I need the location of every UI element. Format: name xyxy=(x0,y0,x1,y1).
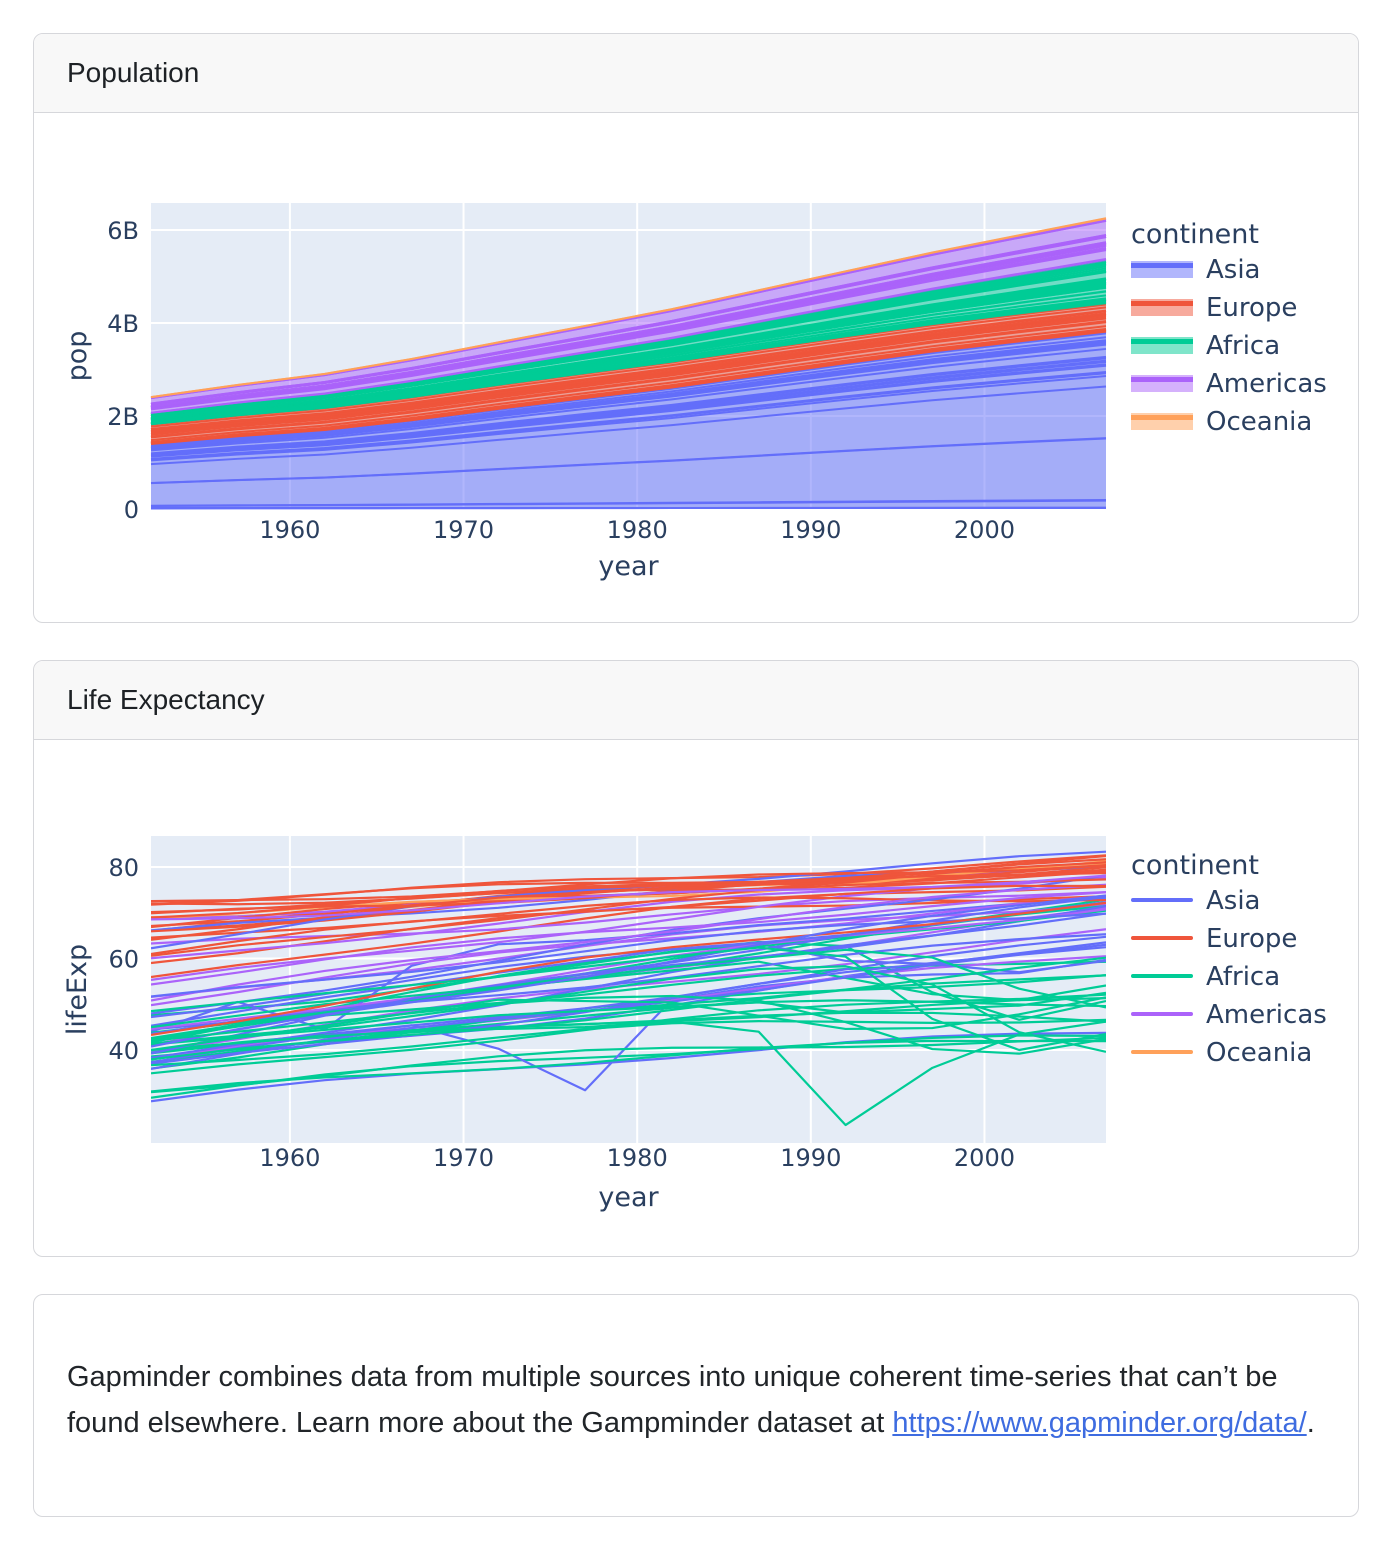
x-axis-title: year xyxy=(598,1182,659,1213)
legend-item-americas[interactable] xyxy=(1131,369,1327,399)
x-tick-label: 2000 xyxy=(953,516,1015,544)
x-tick-label: 1990 xyxy=(780,516,842,544)
legend-item-oceania[interactable] xyxy=(1131,1038,1312,1068)
legend-item-oceania[interactable] xyxy=(1131,407,1312,437)
life-expectancy-card-title: Life Expectancy xyxy=(67,684,265,715)
legend-item-asia[interactable] xyxy=(1131,255,1261,285)
legend-swatch-line xyxy=(1131,339,1193,344)
x-axis-title: year xyxy=(598,551,659,582)
legend-swatch-line xyxy=(1131,1050,1193,1054)
y-tick-label: 4B xyxy=(107,310,139,338)
about-text-after: . xyxy=(1306,1407,1315,1440)
gapminder-link[interactable]: https://www.gapminder.org/data/ xyxy=(892,1407,1307,1440)
population-area-chart[interactable] xyxy=(34,113,1358,622)
legend-label: Europe xyxy=(1206,293,1298,323)
y-axis-title: pop xyxy=(62,330,93,382)
legend-title: continent xyxy=(1131,850,1259,881)
x-tick-label: 1990 xyxy=(780,1144,842,1172)
legend xyxy=(1131,850,1327,1068)
life-expectancy-line-chart[interactable] xyxy=(34,740,1358,1256)
legend-item-europe[interactable] xyxy=(1131,293,1297,323)
legend-title: continent xyxy=(1131,219,1259,250)
life-expectancy-card-header xyxy=(34,661,1358,740)
x-tick-label: 1970 xyxy=(433,516,495,544)
legend-swatch-line xyxy=(1131,974,1193,978)
legend-swatch-line xyxy=(1131,1012,1193,1016)
life-expectancy-card-body xyxy=(34,740,1358,1256)
legend xyxy=(1131,219,1327,437)
legend-label: Oceania xyxy=(1206,1038,1313,1068)
legend-item-africa[interactable] xyxy=(1131,331,1280,361)
x-tick-label: 1970 xyxy=(433,1144,495,1172)
y-axis-title: lifeExp xyxy=(62,943,93,1036)
legend-item-africa[interactable] xyxy=(1131,962,1280,992)
y-tick-label: 6B xyxy=(107,217,139,245)
legend-label: Africa xyxy=(1206,331,1281,361)
legend-item-europe[interactable] xyxy=(1131,924,1297,954)
x-tick-label: 1980 xyxy=(606,1144,668,1172)
population-card-title: Population xyxy=(67,57,200,88)
x-tick-label: 1960 xyxy=(259,1144,321,1172)
y-tick-label: 80 xyxy=(108,854,139,882)
legend-label: Americas xyxy=(1206,369,1327,399)
y-tick-label: 40 xyxy=(108,1037,139,1065)
legend-swatch-line xyxy=(1131,301,1193,306)
about-card xyxy=(33,1294,1359,1517)
legend-label: Europe xyxy=(1206,924,1298,954)
legend-swatch-line xyxy=(1131,263,1193,268)
legend-label: Americas xyxy=(1206,1000,1327,1030)
legend-label: Africa xyxy=(1206,962,1281,992)
x-tick-label: 1980 xyxy=(606,516,668,544)
legend-swatch-line xyxy=(1131,415,1193,420)
population-card xyxy=(33,33,1359,623)
legend-label: Asia xyxy=(1206,886,1261,916)
legend-label: Oceania xyxy=(1206,407,1313,437)
about-text xyxy=(34,1324,1358,1487)
population-card-body xyxy=(34,113,1358,622)
legend-swatch-line xyxy=(1131,936,1193,940)
y-tick-label: 0 xyxy=(123,496,139,524)
legend-swatch-line xyxy=(1131,898,1193,902)
y-tick-label: 2B xyxy=(107,403,139,431)
about-text-before: Gapminder combines data from multiple sources into unique coherent time-series that can’t be found elsewhere. Learn more about the Gampminder dataset at xyxy=(67,1361,1278,1440)
legend-label: Asia xyxy=(1206,255,1261,285)
legend-item-americas[interactable] xyxy=(1131,1000,1327,1030)
legend-item-asia[interactable] xyxy=(1131,886,1261,916)
life-expectancy-card xyxy=(33,660,1359,1257)
y-tick-label: 60 xyxy=(108,945,139,974)
x-tick-label: 2000 xyxy=(953,1144,1015,1172)
x-tick-label: 1960 xyxy=(259,516,321,544)
legend-swatch-line xyxy=(1131,377,1193,382)
population-card-header xyxy=(34,34,1358,113)
